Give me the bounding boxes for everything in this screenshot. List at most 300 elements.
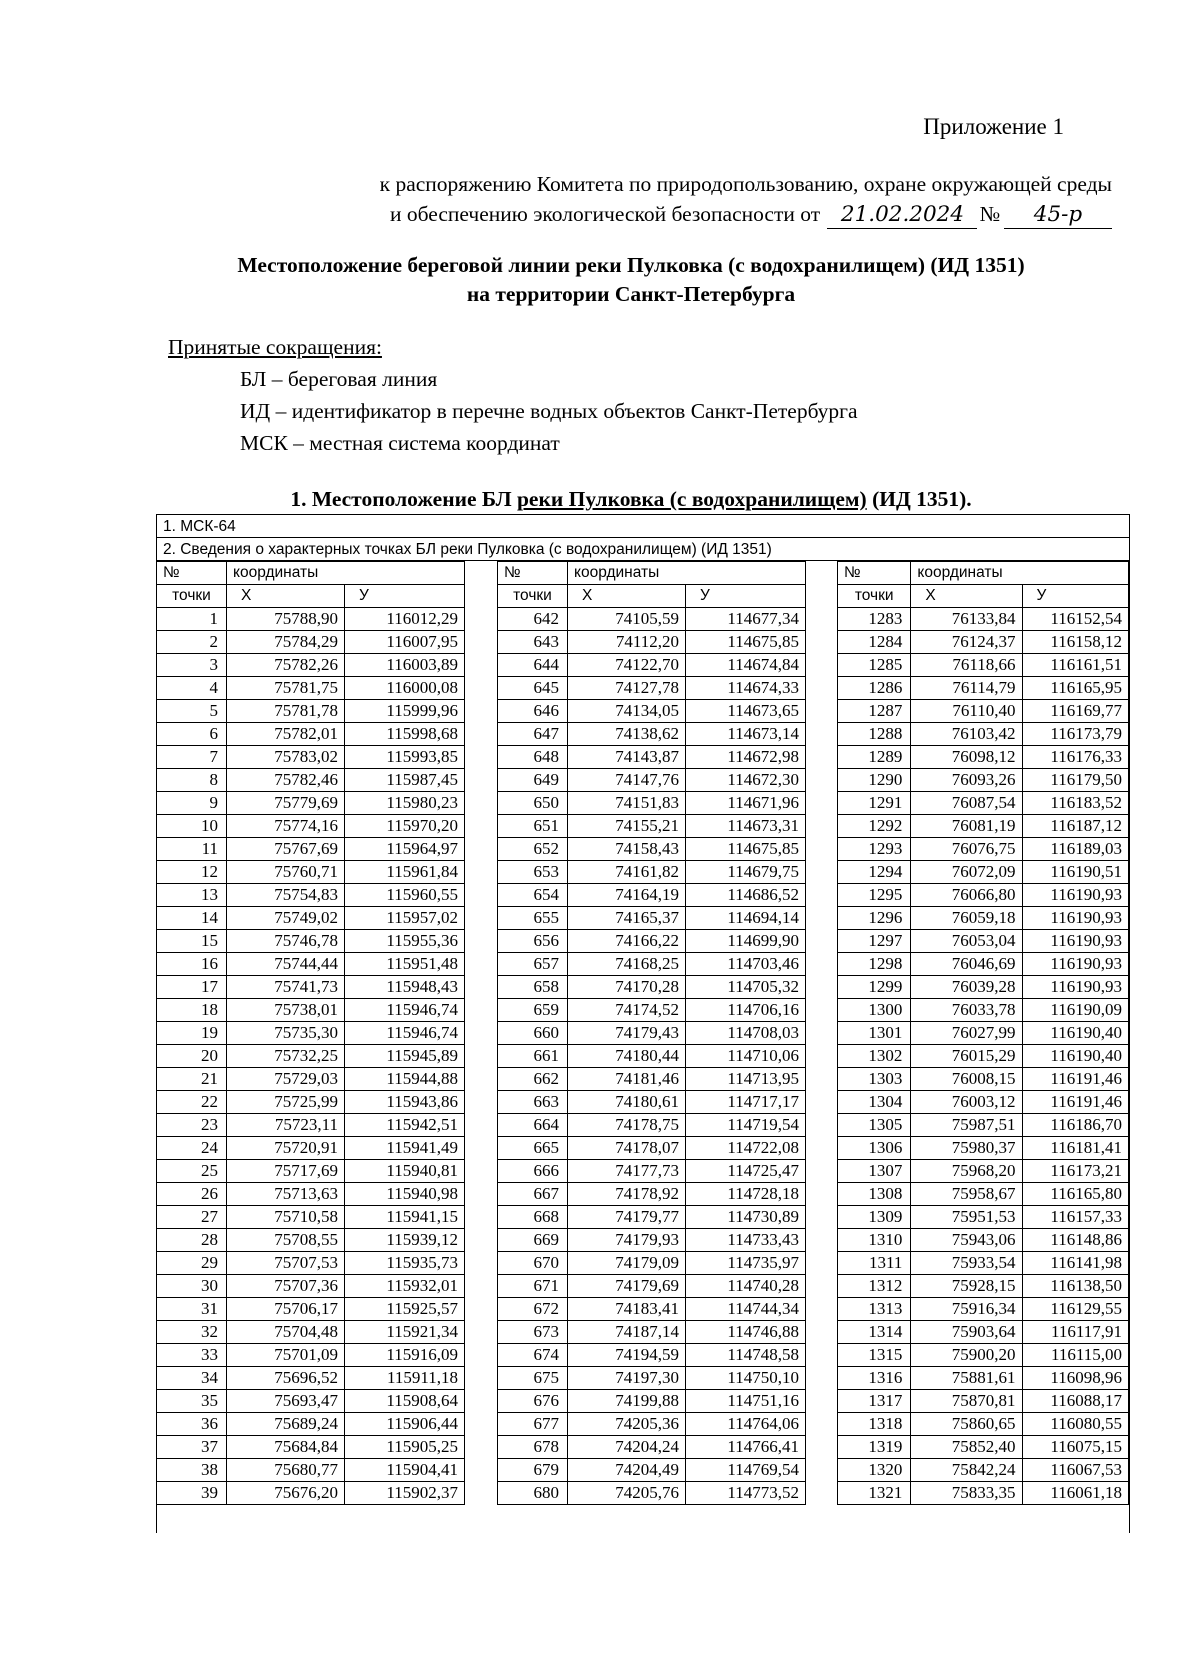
point-number: 1303 — [838, 1068, 911, 1091]
coord-y: 115939,12 — [345, 1229, 465, 1252]
coord-x: 76081,19 — [911, 815, 1022, 838]
table-row — [498, 884, 806, 907]
coord-x: 76003,12 — [911, 1091, 1022, 1114]
coord-x: 75749,02 — [227, 907, 345, 930]
point-number: 3 — [157, 654, 227, 677]
coord-x: 74179,93 — [568, 1229, 686, 1252]
coord-y: 114748,58 — [686, 1344, 806, 1367]
coord-x: 74197,30 — [568, 1367, 686, 1390]
point-number: 9 — [157, 792, 227, 815]
coord-y: 116138,50 — [1022, 1275, 1128, 1298]
coord-y: 114744,34 — [686, 1298, 806, 1321]
table-row — [498, 930, 806, 953]
point-number: 1290 — [838, 769, 911, 792]
header-x: X — [911, 585, 1022, 608]
coord-x: 76118,66 — [911, 654, 1022, 677]
coord-x: 76027,99 — [911, 1022, 1022, 1045]
coord-x: 74177,73 — [568, 1160, 686, 1183]
coord-x: 75729,03 — [227, 1068, 345, 1091]
coord-y: 114686,52 — [686, 884, 806, 907]
point-number: 1 — [157, 608, 227, 631]
point-number: 2 — [157, 631, 227, 654]
table-row — [498, 1183, 806, 1206]
coord-y: 116067,53 — [1022, 1459, 1128, 1482]
coord-x: 75707,36 — [227, 1275, 345, 1298]
coord-y: 114730,89 — [686, 1206, 806, 1229]
coord-y: 116190,09 — [1022, 999, 1128, 1022]
coord-y: 116152,54 — [1022, 608, 1128, 631]
table-row — [838, 1367, 1129, 1390]
header-points: точки — [157, 585, 227, 608]
table-row — [498, 861, 806, 884]
table-row — [498, 1091, 806, 1114]
table-row — [157, 1045, 465, 1068]
coord-x: 74183,41 — [568, 1298, 686, 1321]
point-number: 656 — [498, 930, 568, 953]
header-point-number: № — [838, 562, 911, 585]
coord-y: 116181,41 — [1022, 1137, 1128, 1160]
coord-x: 75782,26 — [227, 654, 345, 677]
coord-x: 75767,69 — [227, 838, 345, 861]
table-row — [838, 608, 1129, 631]
table-row — [838, 1321, 1129, 1344]
point-number: 661 — [498, 1045, 568, 1068]
coord-x: 75689,24 — [227, 1413, 345, 1436]
table-row — [498, 1390, 806, 1413]
table-row — [157, 907, 465, 930]
table-row — [157, 1183, 465, 1206]
coord-y: 115957,02 — [345, 907, 465, 930]
coord-y: 115942,51 — [345, 1114, 465, 1137]
coord-y: 115941,49 — [345, 1137, 465, 1160]
table-row — [157, 1229, 465, 1252]
point-number: 16 — [157, 953, 227, 976]
point-number: 1311 — [838, 1252, 911, 1275]
point-number: 1308 — [838, 1183, 911, 1206]
point-number: 1302 — [838, 1045, 911, 1068]
coord-x: 76093,26 — [911, 769, 1022, 792]
point-number: 654 — [498, 884, 568, 907]
coord-x: 75735,30 — [227, 1022, 345, 1045]
coord-y: 116080,55 — [1022, 1413, 1128, 1436]
coord-x: 75783,02 — [227, 746, 345, 769]
point-number: 37 — [157, 1436, 227, 1459]
coord-x: 74178,07 — [568, 1137, 686, 1160]
table-row — [498, 1114, 806, 1137]
coordinate-block — [156, 561, 465, 1505]
coord-x: 75746,78 — [227, 930, 345, 953]
coord-x: 75870,81 — [911, 1390, 1022, 1413]
coord-x: 75760,71 — [227, 861, 345, 884]
table-row — [157, 999, 465, 1022]
point-number: 1316 — [838, 1367, 911, 1390]
coord-x: 75788,90 — [227, 608, 345, 631]
coord-x: 75696,52 — [227, 1367, 345, 1390]
point-number: 1298 — [838, 953, 911, 976]
coord-x: 74158,43 — [568, 838, 686, 861]
coord-x: 74168,25 — [568, 953, 686, 976]
coord-x: 75951,53 — [911, 1206, 1022, 1229]
coord-x: 74138,62 — [568, 723, 686, 746]
point-number: 653 — [498, 861, 568, 884]
coord-y: 115948,43 — [345, 976, 465, 999]
coord-y: 115960,55 — [345, 884, 465, 907]
coord-y: 116061,18 — [1022, 1482, 1128, 1505]
point-number: 1319 — [838, 1436, 911, 1459]
point-number: 1287 — [838, 700, 911, 723]
table-row — [838, 815, 1129, 838]
coord-y: 115902,37 — [345, 1482, 465, 1505]
coord-y: 115908,64 — [345, 1390, 465, 1413]
table-row — [838, 1206, 1129, 1229]
coord-y: 114722,08 — [686, 1137, 806, 1160]
table-row — [498, 976, 806, 999]
coord-x: 76133,84 — [911, 608, 1022, 631]
table-row — [838, 838, 1129, 861]
point-number: 34 — [157, 1367, 227, 1390]
coord-x: 74204,49 — [568, 1459, 686, 1482]
title-line-1: Местоположение береговой линии реки Пулковка (с водохранилищем) (ИД 1351) — [237, 253, 1025, 277]
coord-y: 114710,06 — [686, 1045, 806, 1068]
header-x: X — [568, 585, 686, 608]
coord-y: 116129,55 — [1022, 1298, 1128, 1321]
coord-y: 116003,89 — [345, 654, 465, 677]
coord-y: 114703,46 — [686, 953, 806, 976]
coord-x: 76059,18 — [911, 907, 1022, 930]
coord-x: 75781,78 — [227, 700, 345, 723]
point-number: 38 — [157, 1459, 227, 1482]
point-number: 14 — [157, 907, 227, 930]
point-number: 36 — [157, 1413, 227, 1436]
coord-y: 114674,84 — [686, 654, 806, 677]
coord-x: 75860,65 — [911, 1413, 1022, 1436]
coord-y: 116183,52 — [1022, 792, 1128, 815]
coord-y: 115998,68 — [345, 723, 465, 746]
point-number: 1286 — [838, 677, 911, 700]
table-row — [157, 1321, 465, 1344]
table-row — [157, 861, 465, 884]
section-title — [150, 487, 1112, 512]
coord-x: 75680,77 — [227, 1459, 345, 1482]
point-number: 1318 — [838, 1413, 911, 1436]
coord-x: 74187,14 — [568, 1321, 686, 1344]
point-number: 1321 — [838, 1482, 911, 1505]
point-number: 25 — [157, 1160, 227, 1183]
coord-y: 114674,33 — [686, 677, 806, 700]
table-row — [838, 976, 1129, 999]
coord-y: 114677,34 — [686, 608, 806, 631]
table-row — [838, 953, 1129, 976]
coord-y: 116191,46 — [1022, 1068, 1128, 1091]
table-row — [838, 1298, 1129, 1321]
table-row — [498, 1275, 806, 1298]
table-row — [498, 723, 806, 746]
point-number: 1297 — [838, 930, 911, 953]
table-row — [838, 1482, 1129, 1505]
table-row — [498, 608, 806, 631]
coord-x: 75717,69 — [227, 1160, 345, 1183]
table-row — [157, 815, 465, 838]
table-row — [838, 1390, 1129, 1413]
table-row — [498, 677, 806, 700]
point-number: 19 — [157, 1022, 227, 1045]
section-title-prefix: 1. Местоположение БЛ — [290, 487, 517, 511]
coord-y: 116190,40 — [1022, 1045, 1128, 1068]
table-row — [498, 1206, 806, 1229]
point-number: 7 — [157, 746, 227, 769]
coord-x: 75707,53 — [227, 1252, 345, 1275]
table-row — [498, 1229, 806, 1252]
handwritten-date: 21.02.2024 — [827, 202, 977, 229]
table-row — [498, 838, 806, 861]
order-reference — [150, 169, 1112, 229]
coord-y: 114740,28 — [686, 1275, 806, 1298]
coord-x: 74151,83 — [568, 792, 686, 815]
coord-y: 116007,95 — [345, 631, 465, 654]
coord-x: 76066,80 — [911, 884, 1022, 907]
coord-x: 76033,78 — [911, 999, 1022, 1022]
point-number: 30 — [157, 1275, 227, 1298]
point-number: 1301 — [838, 1022, 911, 1045]
point-number: 28 — [157, 1229, 227, 1252]
abbreviation-item: БЛ – береговая линия — [240, 367, 438, 391]
point-number: 1309 — [838, 1206, 911, 1229]
header-coordinates: координаты — [227, 562, 465, 585]
coord-x: 75744,44 — [227, 953, 345, 976]
table-row — [838, 792, 1129, 815]
coord-y: 115970,20 — [345, 815, 465, 838]
table-row — [157, 1068, 465, 1091]
coord-x: 75741,73 — [227, 976, 345, 999]
coord-x: 74178,75 — [568, 1114, 686, 1137]
coord-x: 74166,22 — [568, 930, 686, 953]
point-number: 1310 — [838, 1229, 911, 1252]
coord-y: 116088,17 — [1022, 1390, 1128, 1413]
point-number: 1294 — [838, 861, 911, 884]
coord-x: 74179,09 — [568, 1252, 686, 1275]
point-number: 670 — [498, 1252, 568, 1275]
coordinates-table — [156, 514, 1130, 1533]
table-row — [838, 1413, 1129, 1436]
table-row — [498, 953, 806, 976]
coord-y: 114733,43 — [686, 1229, 806, 1252]
point-number: 1315 — [838, 1344, 911, 1367]
coord-y: 116173,21 — [1022, 1160, 1128, 1183]
coord-x: 76053,04 — [911, 930, 1022, 953]
coord-y: 114719,54 — [686, 1114, 806, 1137]
coord-x: 76046,69 — [911, 953, 1022, 976]
table-row — [838, 884, 1129, 907]
point-number: 1285 — [838, 654, 911, 677]
coord-y: 116158,12 — [1022, 631, 1128, 654]
coord-x: 74112,20 — [568, 631, 686, 654]
coord-x: 75782,01 — [227, 723, 345, 746]
coord-x: 75738,01 — [227, 999, 345, 1022]
table-row — [498, 1321, 806, 1344]
point-number: 21 — [157, 1068, 227, 1091]
table-row — [838, 861, 1129, 884]
coord-x: 75701,09 — [227, 1344, 345, 1367]
coord-x: 75725,99 — [227, 1091, 345, 1114]
point-number: 13 — [157, 884, 227, 907]
point-number: 671 — [498, 1275, 568, 1298]
point-number: 39 — [157, 1482, 227, 1505]
coord-y: 115941,15 — [345, 1206, 465, 1229]
coord-x: 75784,29 — [227, 631, 345, 654]
coord-y: 114675,85 — [686, 838, 806, 861]
table-row — [838, 1068, 1129, 1091]
table-row — [157, 1298, 465, 1321]
coord-y: 114735,97 — [686, 1252, 806, 1275]
coord-x: 75713,63 — [227, 1183, 345, 1206]
abbreviation-item: МСК – местная система координат — [240, 431, 560, 455]
coord-y: 114751,16 — [686, 1390, 806, 1413]
table-row — [157, 792, 465, 815]
coord-x: 76008,15 — [911, 1068, 1022, 1091]
point-number: 1313 — [838, 1298, 911, 1321]
table-row — [498, 1137, 806, 1160]
coord-x: 75916,34 — [911, 1298, 1022, 1321]
coord-y: 114713,95 — [686, 1068, 806, 1091]
table-row — [157, 1482, 465, 1505]
point-number: 35 — [157, 1390, 227, 1413]
table-row — [838, 677, 1129, 700]
table-row — [498, 1436, 806, 1459]
coord-y: 114746,88 — [686, 1321, 806, 1344]
header-x: X — [227, 585, 345, 608]
coordinate-system-row: 1. МСК-64 — [157, 515, 1129, 538]
point-number: 1317 — [838, 1390, 911, 1413]
table-row — [157, 1022, 465, 1045]
point-number: 655 — [498, 907, 568, 930]
coord-x: 74180,44 — [568, 1045, 686, 1068]
coord-y: 116161,51 — [1022, 654, 1128, 677]
coord-x: 75676,20 — [227, 1482, 345, 1505]
coord-y: 115980,23 — [345, 792, 465, 815]
coord-x: 75781,75 — [227, 677, 345, 700]
coord-y: 116000,08 — [345, 677, 465, 700]
table-row — [498, 1252, 806, 1275]
table-row — [498, 1367, 806, 1390]
coord-x: 76076,75 — [911, 838, 1022, 861]
point-number: 1304 — [838, 1091, 911, 1114]
coord-y: 114699,90 — [686, 930, 806, 953]
table-row — [498, 700, 806, 723]
table-row — [498, 746, 806, 769]
table-row — [838, 1436, 1129, 1459]
point-number: 648 — [498, 746, 568, 769]
coord-x: 75732,25 — [227, 1045, 345, 1068]
point-number: 5 — [157, 700, 227, 723]
table-row — [838, 1091, 1129, 1114]
point-number: 673 — [498, 1321, 568, 1344]
coord-x: 74194,59 — [568, 1344, 686, 1367]
table-row — [838, 1183, 1129, 1206]
coord-x: 75900,20 — [911, 1344, 1022, 1367]
point-number: 666 — [498, 1160, 568, 1183]
table-row — [838, 1275, 1129, 1298]
coord-x: 74179,43 — [568, 1022, 686, 1045]
coord-y: 116075,15 — [1022, 1436, 1128, 1459]
table-row — [157, 1413, 465, 1436]
header-point-number: № — [157, 562, 227, 585]
coord-x: 75968,20 — [911, 1160, 1022, 1183]
handwritten-order-number: 45-р — [1004, 202, 1112, 229]
coord-y: 114673,31 — [686, 815, 806, 838]
header-y: У — [686, 585, 806, 608]
coord-y: 116190,93 — [1022, 907, 1128, 930]
table-row — [157, 746, 465, 769]
point-number: 669 — [498, 1229, 568, 1252]
coord-x: 76015,29 — [911, 1045, 1022, 1068]
coord-y: 116141,98 — [1022, 1252, 1128, 1275]
table-row — [498, 815, 806, 838]
point-number: 665 — [498, 1137, 568, 1160]
table-row — [498, 769, 806, 792]
point-number: 660 — [498, 1022, 568, 1045]
point-number: 1320 — [838, 1459, 911, 1482]
point-number: 1314 — [838, 1321, 911, 1344]
table-header-row — [157, 585, 465, 608]
coord-y: 114706,16 — [686, 999, 806, 1022]
table-row — [838, 1229, 1129, 1252]
table-row — [157, 930, 465, 953]
coord-x: 75852,40 — [911, 1436, 1022, 1459]
coord-y: 116190,93 — [1022, 930, 1128, 953]
point-number: 10 — [157, 815, 227, 838]
coord-x: 74179,69 — [568, 1275, 686, 1298]
table-row — [498, 654, 806, 677]
coord-x: 76072,09 — [911, 861, 1022, 884]
table-row — [157, 1275, 465, 1298]
coord-y: 114673,14 — [686, 723, 806, 746]
order-line-2-text: и обеспечению экологической безопасности от — [389, 202, 821, 226]
coord-x: 74204,24 — [568, 1436, 686, 1459]
table-row — [498, 792, 806, 815]
point-number: 652 — [498, 838, 568, 861]
coord-x: 75693,47 — [227, 1390, 345, 1413]
table-row — [157, 1206, 465, 1229]
coord-y: 115921,34 — [345, 1321, 465, 1344]
coord-y: 115916,09 — [345, 1344, 465, 1367]
point-number: 644 — [498, 654, 568, 677]
point-number: 4 — [157, 677, 227, 700]
table-row — [838, 1459, 1129, 1482]
table-row — [838, 723, 1129, 746]
point-number: 22 — [157, 1091, 227, 1114]
section-title-suffix: (ИД 1351). — [866, 487, 972, 511]
point-number: 678 — [498, 1436, 568, 1459]
point-number: 659 — [498, 999, 568, 1022]
coord-y: 115932,01 — [345, 1275, 465, 1298]
point-number: 6 — [157, 723, 227, 746]
number-sign: № — [979, 202, 1000, 226]
coord-y: 114675,85 — [686, 631, 806, 654]
point-number: 663 — [498, 1091, 568, 1114]
table-row — [157, 631, 465, 654]
coord-y: 116187,12 — [1022, 815, 1128, 838]
table-row — [157, 654, 465, 677]
point-number: 672 — [498, 1298, 568, 1321]
table-row — [838, 1045, 1129, 1068]
coord-x: 75720,91 — [227, 1137, 345, 1160]
table-row — [498, 1068, 806, 1091]
point-number: 8 — [157, 769, 227, 792]
coord-y: 116186,70 — [1022, 1114, 1128, 1137]
coord-x: 74134,05 — [568, 700, 686, 723]
coord-x: 75958,67 — [911, 1183, 1022, 1206]
coord-x: 76110,40 — [911, 700, 1022, 723]
